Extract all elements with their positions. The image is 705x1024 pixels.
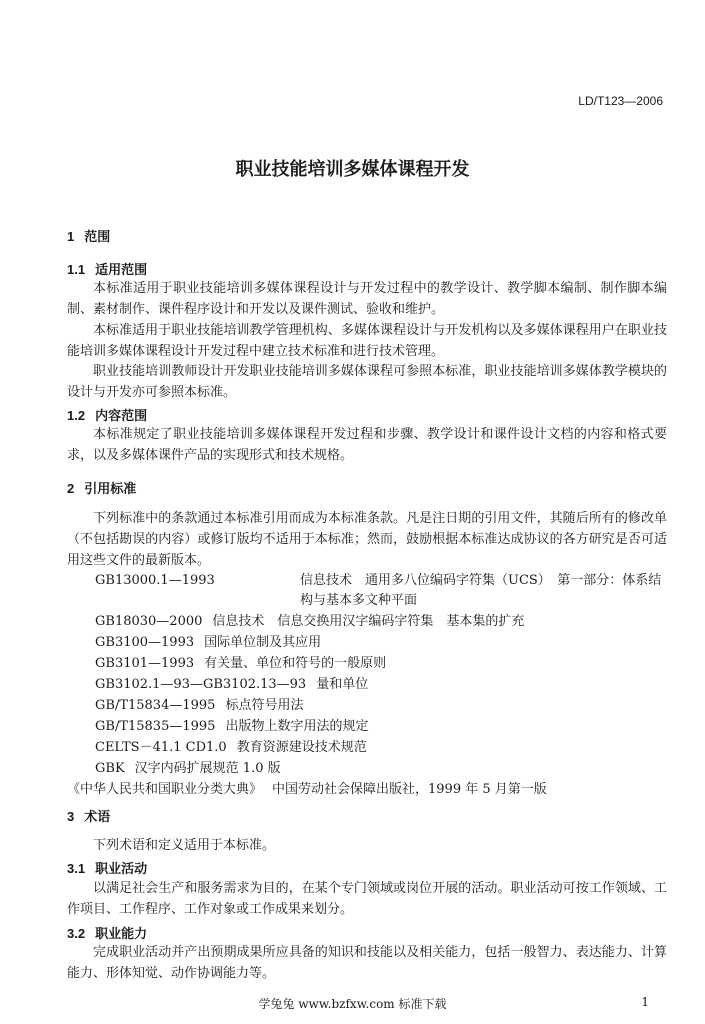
reference-code: GB13000.1—1993 — [95, 573, 215, 588]
section-number: 1.1 — [67, 262, 86, 277]
reference-item — [95, 759, 281, 779]
paragraph: 本标准适用于职业技能培训教学管理机构、多媒体课程设计与开发机构以及多媒体课程用户在职业技能培训多媒体课程设计开发过程中建立技术标准和进行技术管理。 — [67, 323, 667, 359]
section-number: 3.2 — [67, 926, 86, 941]
section-title: 适用范围 — [95, 262, 148, 277]
section-3-1-heading — [67, 858, 147, 877]
reference-code: 《中华人民共和国职业分类大典》 — [67, 782, 263, 797]
section-title: 职业能力 — [95, 926, 148, 941]
section-1-heading — [67, 226, 110, 245]
section-1-2-heading — [67, 405, 147, 424]
reference-code: GB/T15834—1995 — [95, 698, 216, 713]
reference-desc: 国际单位制及其应用 — [204, 635, 322, 650]
reference-desc: 量和单位 — [316, 677, 369, 692]
paragraph: 职业技能培训教师设计开发职业技能培训多媒体课程可参照本标准，职业技能培训多媒体教学模块的设计与开发亦可参照本标准。 — [67, 364, 667, 400]
reference-code: GBK — [95, 761, 125, 776]
reference-item — [95, 654, 386, 674]
reference-item — [95, 612, 524, 632]
paragraph: 下列标准中的条款通过本标准引用而成为本标准条款。凡是注日期的引用文件，其随后所有的修改单（不包括勘误的内容）或修订版均不适用于本标准；然而，鼓励根据本标准达成协议的各方研究是否可适用这些文件的最新版本。 — [67, 511, 667, 568]
reference-item — [95, 717, 368, 737]
reference-code: GB3101—1993 — [95, 656, 195, 671]
section-title: 术语 — [84, 809, 111, 824]
section-number: 3 — [67, 809, 75, 824]
paragraph: 完成职业活动并产出预期成果所应具备的知识和技能以及相关能力，包括一般智力、表达能力、计算能力、形体知觉、动作协调能力等。 — [67, 945, 667, 981]
section-number: 2 — [67, 481, 75, 496]
section-title: 范围 — [84, 229, 111, 244]
standard-code: LD/T123—2006 — [578, 94, 663, 108]
reference-desc: 标点符号用法 — [225, 698, 304, 713]
reference-desc: 汉字内码扩展规范 1.0 版 — [134, 761, 281, 776]
paragraph: 本标准规定了职业技能培训多媒体课程开发过程和步骤、教学设计和课件设计文档的内容和格式要求，以及多媒体课件产品的实现形式和技术规格。 — [67, 427, 667, 463]
paragraph: 以满足社会生产和服务需求为目的，在某个专门领域或岗位开展的活动。职业活动可按工作领域、工作项目、工作程序、工作对象或工作成果来划分。 — [67, 881, 667, 917]
section-title: 内容范围 — [95, 408, 148, 423]
section-number: 1 — [67, 229, 75, 244]
reference-code: GB3100—1993 — [95, 635, 195, 650]
page-number: 1 — [641, 995, 649, 1009]
reference-item — [95, 675, 368, 695]
reference-code: CELTS－41.1 CD1.0 — [95, 740, 227, 755]
section-title: 职业活动 — [95, 861, 148, 876]
reference-desc: 信息技术 通用多八位编码字符集（UCS） 第一部分：体系结构与基本多文种平面 — [300, 573, 662, 608]
reference-desc: 中国劳动社会保障出版社，1999 年 5 月第一版 — [272, 782, 547, 797]
reference-item — [95, 738, 367, 758]
reference-code: GB/T15835—1995 — [95, 719, 216, 734]
section-number: 3.1 — [67, 861, 86, 876]
reference-desc: 教育资源建设技术规范 — [236, 740, 367, 755]
section-3-heading — [67, 806, 110, 825]
section-number: 1.2 — [67, 408, 86, 423]
reference-code: GB18030—2000 — [95, 614, 203, 629]
reference-desc: 信息技术 信息交换用汉字编码字符集 基本集的扩充 — [212, 614, 525, 629]
footer-watermark: 学兔兔 www.bzfxw.com 标准下载 — [258, 997, 447, 1011]
reference-desc: 有关量、单位和符号的一般原则 — [204, 656, 387, 671]
paragraph: 下列术语和定义适用于本标准。 — [93, 838, 276, 853]
section-1-1-heading — [67, 259, 147, 278]
reference-item — [67, 780, 547, 800]
reference-item — [95, 571, 670, 611]
reference-desc: 出版物上数字用法的规定 — [225, 719, 369, 734]
section-3-2-heading — [67, 923, 147, 942]
paragraph: 本标准适用于职业技能培训多媒体课程设计与开发过程中的教学设计、教学脚本编制、制作脚本编制、素材制作、课件程序设计和开发以及课件测试、验收和维护。 — [67, 281, 667, 317]
section-title: 引用标准 — [84, 481, 137, 496]
document-title: 职业技能培训多媒体课程开发 — [235, 159, 470, 179]
reference-code: GB3102.1—93—GB3102.13—93 — [95, 677, 307, 692]
section-2-heading — [67, 478, 136, 497]
reference-item — [95, 633, 321, 653]
reference-item — [95, 696, 303, 716]
